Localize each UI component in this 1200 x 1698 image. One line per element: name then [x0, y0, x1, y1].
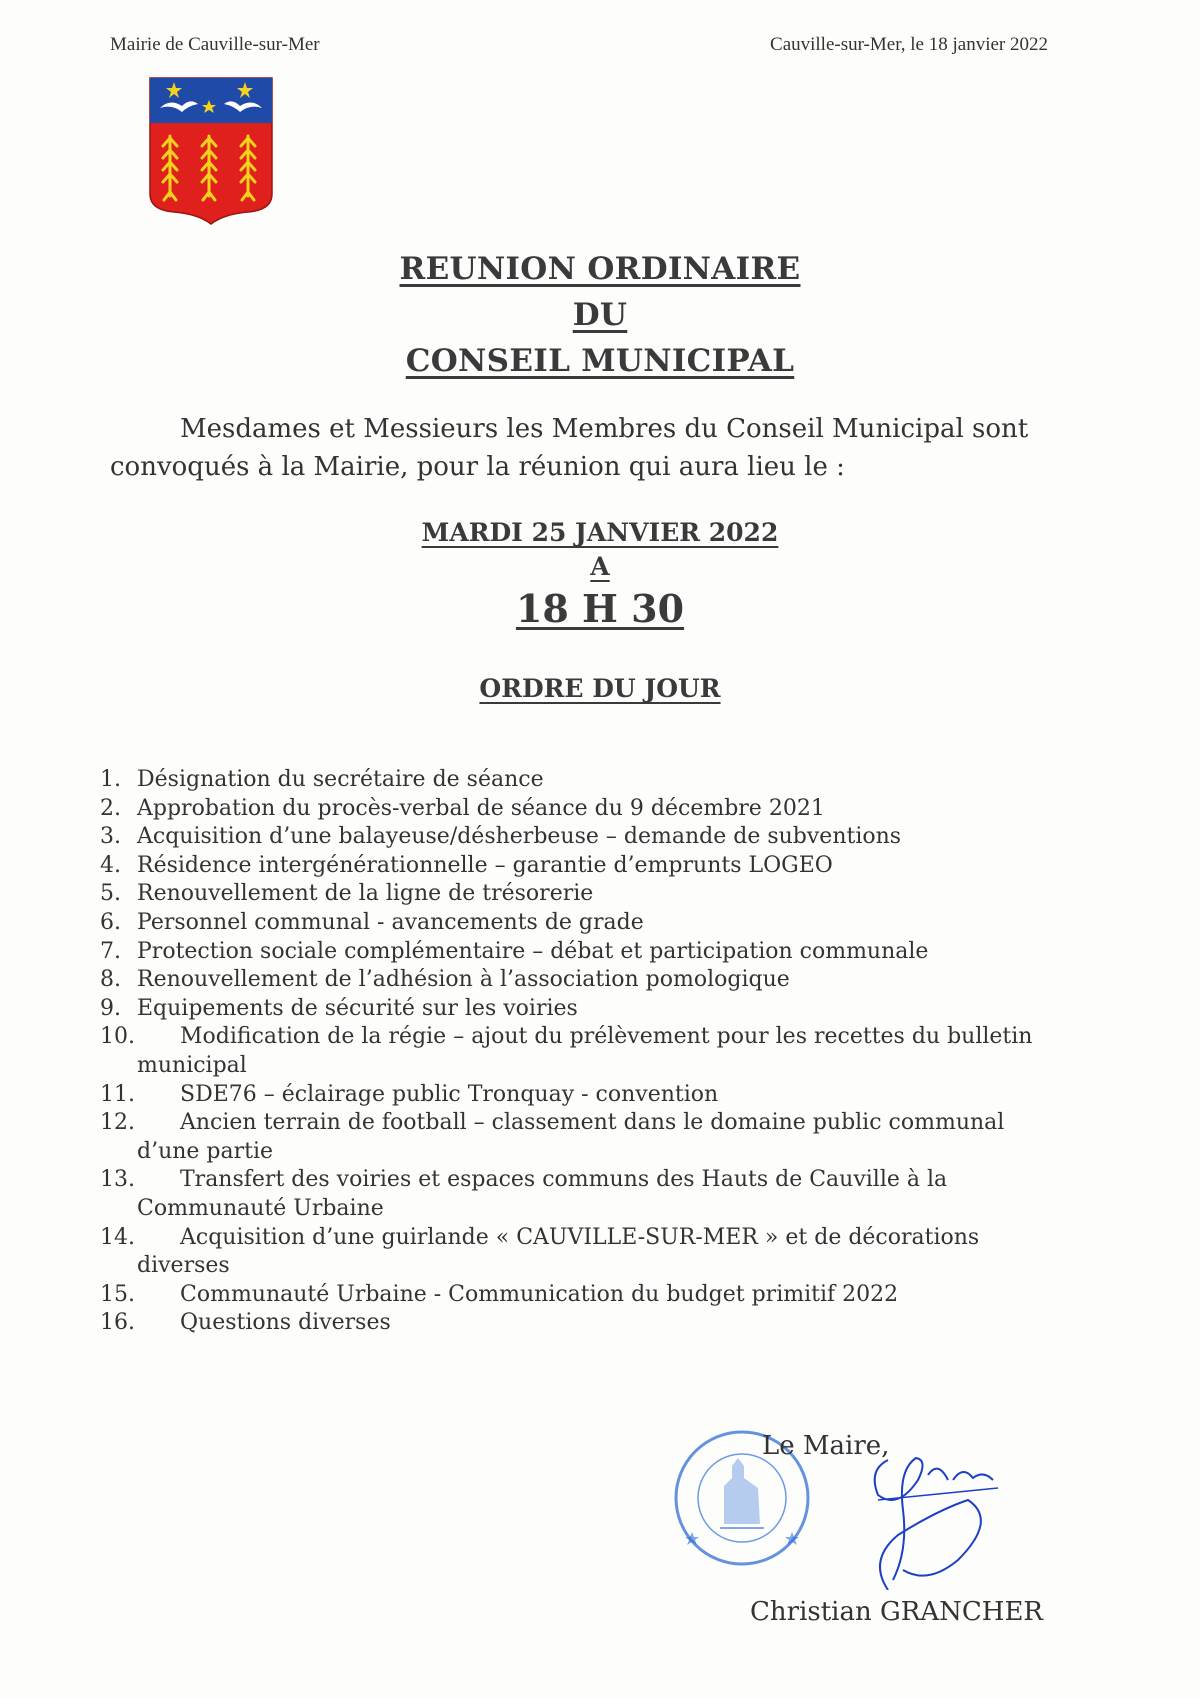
place-date: Cauville-sur-Mer, le 18 janvier 2022 [770, 34, 1048, 55]
meeting-date: MARDI 25 JANVIER 2022 [421, 518, 779, 547]
list-item: 10. Modification de la régie – ajout du prélèvement pour les recettes du bulletin municipal [100, 1024, 1033, 1078]
intro-paragraph [110, 410, 1090, 486]
agenda-list [100, 766, 1100, 1338]
handwritten-signature [858, 1440, 1018, 1590]
signatory-name: Christian GRANCHER [750, 1597, 1043, 1627]
list-item: 1. Désignation du secrétaire de séance [100, 767, 544, 792]
list-item: 15. Communauté Urbaine - Communication du budget primitif 2022 [100, 1281, 899, 1307]
document-title [0, 246, 1200, 384]
list-item: 9. Equipements de sécurité sur les voiries [100, 995, 578, 1021]
list-item: 5. Renouvellement de la ligne de trésorerie [100, 881, 594, 907]
list-item: 4. Résidence intergénérationnelle – garantie d’emprunts LOGEO [100, 852, 833, 878]
agenda-title: ORDRE DU JOUR [479, 674, 721, 703]
list-item: 8. Renouvellement de l’adhésion à l’association pomologique [100, 967, 790, 993]
meeting-time: 18 H 30 [515, 586, 685, 631]
title-line-2: DU [572, 297, 628, 333]
list-item: 11. SDE76 – éclairage public Tronquay - convention [100, 1081, 719, 1107]
list-item: 2. Approbation du procès-verbal de séance du 9 décembre 2021 [100, 795, 825, 821]
signatory-role: Le Maire, [762, 1431, 890, 1461]
coat-of-arms-logo [148, 76, 274, 226]
list-item: 3. Acquisition d’une balayeuse/désherbeuse – demande de subventions [100, 824, 902, 850]
meeting-at: A [590, 552, 610, 581]
intro-text: Mesdames et Messieurs les Membres du Conseil Municipal sont convoqués à la Mairie, pour la réunion qui aura lieu le : [110, 414, 1029, 482]
title-line-1: REUNION ORDINAIRE [399, 251, 801, 287]
list-item: 13. Transfert des voiries et espaces communs des Hauts de Cauville à la Communauté Urbaine [100, 1167, 948, 1221]
list-item: 14. Acquisition d’une guirlande « CAUVILLE-SUR-MER » et de décorations diverses [100, 1224, 980, 1279]
title-line-3: CONSEIL MUNICIPAL [405, 343, 795, 379]
list-item: 6. Personnel communal - avancements de grade [100, 909, 644, 935]
list-item: 12. Ancien terrain de football – classement dans le domaine public communal d’une partie [100, 1110, 1005, 1164]
list-item: 16. Questions diverses [100, 1310, 391, 1336]
list-item: 7. Protection sociale complémentaire – débat et participation communale [100, 938, 929, 964]
sender-name: Mairie de Cauville-sur-Mer [110, 34, 320, 55]
